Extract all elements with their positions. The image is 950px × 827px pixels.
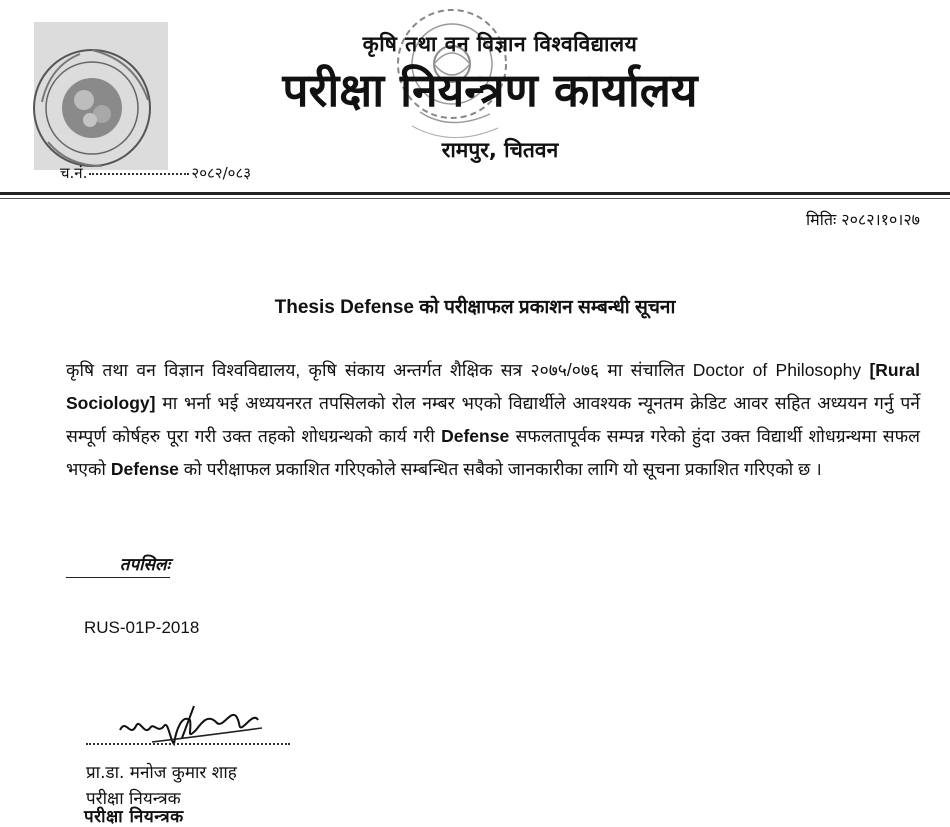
reference-prefix: च.नं.: [60, 164, 88, 182]
office-location: रामपुर, चितवन: [441, 138, 559, 162]
signatory-title: परीक्षा नियन्त्रक: [86, 789, 181, 809]
body-part-3: सफलतापूर्वक सम्पन्न गरेको हुंदा उक्त विद्यार्थी शोधग्रन्थमा सफल भएको: [66, 426, 920, 479]
roll-number: RUS-01P-2018: [84, 618, 200, 637]
details-label: तपसिलः: [66, 552, 170, 578]
program-name: [Rural Sociology]: [66, 360, 920, 413]
notice-body: [66, 354, 920, 486]
reference-dots: [89, 173, 189, 175]
signatory-stamp: परीक्षा नियन्त्रक: [84, 807, 184, 827]
handwritten-signature: [112, 700, 262, 755]
header-rule-thick: [0, 192, 950, 195]
header-rule-thin: [0, 198, 950, 199]
date-value: २०८२।१०।२७: [841, 210, 920, 229]
university-seal: [24, 20, 174, 172]
notice-date: [806, 208, 920, 230]
notice-subject: Thesis Defense को परीक्षाफल प्रकाशन सम्बन्धी सूचना: [274, 297, 676, 318]
signatory-name: प्रा.डा. मनोज कुमार शाह: [86, 763, 237, 783]
university-name: कृषि तथा वन विज्ञान विश्वविद्यालय: [362, 32, 638, 56]
office-name: परीक्षा नियन्त्रण कार्यालय: [282, 63, 698, 117]
body-part-2: मा भर्ना भई अध्ययनरत तपसिलको रोल नम्बर भएको विद्यार्थीले आवश्यक न्यूनतम क्रेडिट आवर सहित अध्ययन गर्नु पर्ने सम्पूर्ण कोर्षहरु पूरा गरी उक्त तहको शोधग्रन्थको कार्य गरी: [66, 393, 920, 446]
signature-line: [86, 743, 290, 745]
reference-number: [60, 163, 251, 183]
reference-year: २०८२/०८३: [191, 164, 252, 182]
date-label: मितिः: [805, 210, 837, 229]
defense-term-2: Defense: [110, 459, 179, 479]
defense-term-1: Defense: [441, 426, 510, 446]
body-part-4: को परीक्षाफल प्रकाशित गरिएकोले सम्बन्धित सबैको जानकारीका लागि यो सूचना प्रकाशित गरिएको छ ।: [178, 459, 822, 479]
body-part-1: कृषि तथा वन विज्ञान विश्वविद्यालय, कृषि संकाय अन्तर्गत शैक्षिक सत्र २०७५/०७६ मा संचालित Doctor of Philosophy: [66, 360, 870, 380]
